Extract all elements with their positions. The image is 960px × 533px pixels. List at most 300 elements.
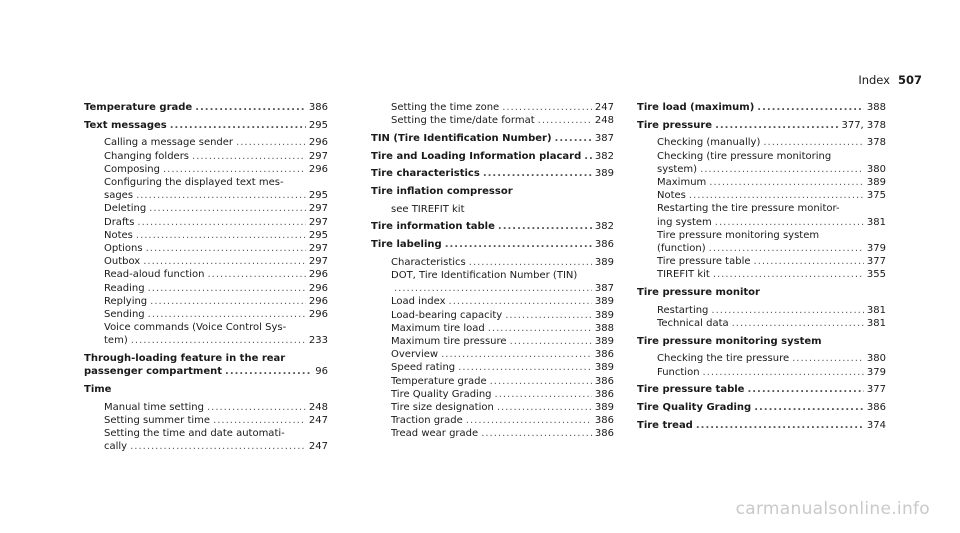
page-reference[interactable]: 378 [866, 137, 886, 149]
entry-line [391, 375, 614, 388]
index-subentry[interactable] [371, 414, 614, 427]
page-reference[interactable]: 296 [308, 309, 328, 321]
page-reference[interactable]: 377 [866, 384, 886, 396]
entry-text: Speed rating [391, 362, 456, 374]
entry-line [657, 255, 886, 268]
page-reference[interactable]: 248 [594, 115, 614, 127]
leader-dots [495, 388, 592, 401]
page-reference[interactable]: 375 [866, 190, 886, 202]
entry-line [104, 282, 328, 295]
entry-line [104, 189, 328, 202]
entry-line [391, 256, 614, 269]
watermark-text: carmanualsonline.info [735, 499, 930, 519]
leader-dots [483, 167, 592, 180]
leader-dots [213, 414, 306, 427]
index-subentry[interactable] [637, 229, 886, 255]
page-reference[interactable]: 389 [594, 402, 614, 414]
page-reference[interactable]: 295 [308, 190, 328, 202]
entry-text: Tire inflation compressor [371, 186, 513, 198]
entry-line [104, 440, 328, 453]
page-reference[interactable]: 296 [308, 137, 328, 149]
entry-text: Tire pressure [637, 119, 713, 131]
entry-line [637, 119, 886, 132]
entry-line [391, 414, 614, 427]
entry-text: Tire pressure monitoring system [637, 335, 822, 347]
page-reference[interactable]: 382 [594, 150, 614, 162]
entry-line [391, 361, 614, 374]
entry-line [657, 304, 886, 317]
entry-line [104, 202, 328, 215]
leader-dots [445, 238, 592, 251]
entry-text: Time [84, 384, 112, 396]
entry-line [637, 101, 886, 114]
entry-line [637, 419, 886, 432]
index-subentry[interactable] [637, 255, 886, 268]
entry-line [371, 132, 614, 145]
index-entry[interactable] [371, 167, 614, 180]
page-reference[interactable]: 295 [308, 119, 328, 131]
page-reference[interactable]: 355 [866, 269, 886, 281]
entry-line [657, 189, 886, 202]
index-subentry[interactable] [84, 295, 328, 308]
page-reference[interactable]: 296 [308, 269, 328, 281]
entry-line [371, 167, 614, 180]
index-column-2 [371, 101, 614, 441]
entry-line [84, 365, 328, 378]
entry-text: see TIREFIT kit [391, 203, 465, 215]
leader-dots [505, 309, 592, 322]
entry-text: tem) [104, 335, 128, 347]
page-reference[interactable]: 388 [866, 102, 886, 113]
page-reference[interactable]: 387 [594, 132, 614, 144]
page-reference[interactable]: 388 [594, 322, 614, 334]
leader-dots [488, 322, 592, 335]
page-reference[interactable]: 381 [866, 304, 886, 316]
page-reference[interactable]: 389 [594, 256, 614, 268]
index-subentry[interactable] [371, 295, 614, 308]
index-entry[interactable] [371, 185, 614, 198]
entry-text: Tire load (maximum) [637, 102, 755, 113]
leader-dots [538, 114, 592, 127]
entry-line [104, 163, 328, 176]
entry-text: Tire pressure monitor [637, 287, 760, 299]
entry-text-first-line: Setting the time and date automati- [104, 428, 285, 440]
entry-line [657, 136, 886, 149]
index-subentry[interactable] [637, 150, 886, 176]
entry-line [391, 388, 614, 401]
entry-text: Read-aloud function [104, 269, 205, 281]
leader-dots [715, 216, 864, 229]
index-entry[interactable] [637, 335, 886, 348]
entry-text: Tire pressure table [657, 256, 751, 268]
leader-dots [150, 295, 306, 308]
entry-text: (function) [657, 243, 706, 255]
leader-dots [481, 427, 592, 440]
index-subentry[interactable] [371, 256, 614, 269]
entry-text: Sending [104, 309, 145, 321]
page-reference[interactable]: 297 [308, 243, 328, 255]
index-label: Index [858, 73, 890, 87]
index-entry[interactable] [637, 119, 886, 132]
entry-line [104, 229, 328, 242]
entry-text: system) [657, 163, 698, 175]
entry-line [657, 176, 886, 189]
entry-text: Tire tread [637, 419, 693, 431]
page-reference[interactable]: 247 [308, 414, 328, 426]
page-reference[interactable]: 386 [594, 239, 614, 251]
entry-text: TIN (Tire Identification Number) [371, 132, 552, 144]
index-subentry[interactable] [84, 150, 328, 163]
leader-dots [131, 334, 306, 347]
entry-line [657, 242, 886, 255]
entry-text: Notes [104, 229, 133, 241]
index-subentry[interactable] [84, 202, 328, 215]
page-reference[interactable]: 297 [308, 216, 328, 228]
leader-dots [192, 150, 306, 163]
index-subentry[interactable] [84, 176, 328, 202]
entry-text: Setting the time zone [391, 102, 500, 113]
leader-dots [510, 335, 592, 348]
leader-dots [163, 163, 306, 176]
entry-text: Options [104, 243, 143, 255]
entry-line [371, 150, 614, 163]
index-subentry[interactable] [371, 269, 614, 295]
leader-dots [709, 242, 864, 255]
page-reference[interactable]: 297 [308, 150, 328, 162]
entry-line [391, 335, 614, 348]
leader-dots [136, 229, 306, 242]
leader-dots [700, 163, 864, 176]
index-subentry[interactable] [637, 268, 886, 281]
index-subentry[interactable] [371, 361, 614, 374]
entry-text: Setting the time/date format [391, 115, 535, 127]
page-reference[interactable]: 380 [866, 353, 886, 365]
entry-text: cally [104, 441, 128, 453]
leader-dots [146, 242, 306, 255]
index-subentry[interactable] [84, 216, 328, 229]
entry-text-first-line: Through-loading feature in the rear [84, 353, 286, 365]
entry-line [104, 334, 328, 347]
index-entry[interactable] [637, 286, 886, 299]
leader-dots [148, 282, 306, 295]
index-subentry[interactable] [371, 101, 614, 114]
entry-line [637, 383, 886, 396]
index-entry[interactable] [637, 101, 886, 114]
page-reference[interactable]: 389 [594, 362, 614, 374]
entry-line [391, 322, 614, 335]
page-reference[interactable]: 386 [594, 415, 614, 427]
index-column-3 [637, 101, 886, 436]
entry-text: Tire pressure table [637, 384, 745, 396]
entry-text: Tire and Loading Information placard [371, 150, 582, 162]
index-entry[interactable] [371, 238, 614, 251]
entry-text: sages [104, 190, 134, 202]
page-reference[interactable]: 386 [308, 102, 328, 113]
entry-line [637, 401, 886, 414]
entry-text: Replying [104, 295, 148, 307]
entry-text: Deleting [104, 203, 147, 215]
entry-text-first-line: Restarting the tire pressure monitor- [657, 203, 840, 215]
page-reference[interactable]: 297 [308, 256, 328, 268]
leader-dots [170, 119, 306, 132]
leader-dots [441, 348, 592, 361]
leader-dots [490, 375, 592, 388]
index-subentry[interactable] [637, 352, 886, 365]
index-entry[interactable] [637, 401, 886, 414]
entry-text: Setting summer time [104, 414, 211, 426]
entry-line [104, 308, 328, 321]
index-subentry[interactable] [637, 317, 886, 330]
index-subentry[interactable] [371, 203, 614, 216]
index-entry[interactable] [637, 419, 886, 432]
index-entry[interactable] [637, 383, 886, 396]
entry-line [391, 427, 614, 440]
entry-line [84, 101, 328, 114]
entry-text: Tire size designation [391, 402, 494, 414]
page-reference[interactable]: 386 [594, 375, 614, 387]
entry-line [104, 136, 328, 149]
entry-text: Notes [657, 190, 686, 202]
index-subentry[interactable] [637, 176, 886, 189]
leader-dots [449, 295, 592, 308]
entry-text: Tire labeling [371, 239, 442, 251]
page-reference[interactable]: 295 [308, 229, 328, 241]
page-reference[interactable]: 382 [594, 221, 614, 233]
entry-line [657, 352, 886, 365]
index-subentry[interactable] [637, 366, 886, 379]
entry-line [657, 268, 886, 281]
index-subentry[interactable] [371, 348, 614, 361]
index-column-1 [84, 101, 328, 454]
entry-text: Temperature grade [391, 375, 487, 387]
entry-line [657, 163, 886, 176]
page-reference[interactable]: 374 [866, 419, 886, 431]
leader-dots [696, 419, 864, 432]
leader-dots [763, 136, 864, 149]
entry-text: Traction grade [391, 415, 463, 427]
leader-dots [584, 150, 592, 163]
leader-dots [747, 383, 863, 396]
entry-text: Function [657, 366, 700, 378]
page-reference[interactable]: 380 [866, 163, 886, 175]
index-entry[interactable] [371, 220, 614, 233]
entry-line [391, 309, 614, 322]
entry-text: Checking (manually) [657, 137, 761, 149]
index-subentry[interactable] [371, 388, 614, 401]
entry-text: Tire information table [371, 221, 495, 233]
leader-dots [757, 101, 864, 114]
index-subentry[interactable] [84, 308, 328, 321]
index-entry[interactable] [371, 132, 614, 145]
page-reference[interactable]: 377, 378 [841, 119, 886, 131]
page-header [700, 73, 922, 87]
page-reference[interactable]: 96 [315, 366, 328, 378]
entry-text: Checking the tire pressure [657, 353, 790, 365]
leader-dots [497, 401, 592, 414]
entry-line [104, 268, 328, 281]
index-entry[interactable] [84, 352, 328, 378]
entry-line [104, 295, 328, 308]
entry-text-first-line: Tire pressure monitoring system [657, 229, 820, 241]
entry-text-first-line: DOT, Tire Identification Number (TIN) [391, 270, 578, 282]
leader-dots [149, 202, 306, 215]
page-reference[interactable]: 381 [866, 216, 886, 228]
entry-text: Technical data [657, 318, 729, 330]
leader-dots [458, 361, 592, 374]
entry-text: Overview [391, 349, 439, 361]
index-entry[interactable] [84, 101, 328, 114]
leader-dots [136, 189, 306, 202]
entry-line [371, 220, 614, 233]
page-reference[interactable]: 247 [308, 441, 328, 453]
entry-text: Temperature grade [84, 102, 193, 113]
entry-line [391, 101, 614, 114]
index-subentry[interactable] [84, 414, 328, 427]
entry-line [104, 216, 328, 229]
entry-line [391, 282, 614, 295]
leader-dots [207, 401, 306, 414]
leader-dots [703, 366, 864, 379]
page-reference[interactable]: 389 [594, 336, 614, 348]
entry-text: Tread wear grade [391, 428, 479, 440]
leader-dots [137, 216, 305, 229]
entry-text: Tire Quality Grading [637, 402, 752, 414]
entry-line [104, 150, 328, 163]
index-subentry[interactable] [84, 255, 328, 268]
index-entry[interactable] [84, 119, 328, 132]
index-entry[interactable] [84, 383, 328, 396]
entry-line [104, 255, 328, 268]
entry-text: ing system [657, 216, 712, 228]
page-reference[interactable]: 389 [594, 296, 614, 308]
entry-text: Manual time setting [104, 401, 204, 413]
page-reference[interactable]: 386 [866, 402, 886, 414]
entry-text: Load index [391, 296, 446, 308]
page-reference[interactable]: 296 [308, 282, 328, 294]
page-reference[interactable]: 247 [594, 102, 614, 113]
entry-text-first-line: Voice commands (Voice Control Sys- [104, 322, 287, 334]
page-reference[interactable]: 389 [866, 177, 886, 189]
entry-line [104, 401, 328, 414]
page-reference[interactable]: 386 [594, 349, 614, 361]
entry-text: Restarting [657, 304, 709, 316]
entry-line [391, 114, 614, 127]
page-reference[interactable]: 389 [594, 168, 614, 180]
index-subentry[interactable] [84, 321, 328, 347]
entry-line [104, 414, 328, 427]
entry-text: Maximum tire pressure [391, 336, 507, 348]
entry-text: Load-bearing capacity [391, 309, 503, 321]
leader-dots [394, 282, 592, 295]
index-subentry[interactable] [84, 401, 328, 414]
entry-text: TIREFIT kit [657, 269, 710, 281]
leader-dots [207, 268, 305, 281]
leader-dots [143, 255, 306, 268]
index-subentry[interactable] [371, 309, 614, 322]
page-reference[interactable]: 387 [594, 283, 614, 295]
leader-dots [466, 414, 592, 427]
page-reference[interactable]: 233 [308, 335, 328, 347]
index-subentry[interactable] [84, 163, 328, 176]
page-number: 507 [897, 73, 922, 87]
page-reference[interactable]: 379 [866, 243, 886, 255]
index-subentry[interactable] [84, 242, 328, 255]
leader-dots [502, 101, 592, 114]
entry-text: Reading [104, 282, 145, 294]
entry-line [84, 119, 328, 132]
page-reference[interactable]: 296 [308, 295, 328, 307]
leader-dots [754, 401, 864, 414]
index-subentry[interactable] [84, 229, 328, 242]
page-reference[interactable]: 381 [866, 318, 886, 330]
leader-dots [236, 136, 306, 149]
entry-line [391, 348, 614, 361]
leader-dots [713, 268, 864, 281]
index-subentry[interactable] [637, 202, 886, 228]
entry-text: Tire Quality Grading [391, 388, 492, 400]
index-subentry[interactable] [371, 427, 614, 440]
page-reference[interactable]: 389 [594, 309, 614, 321]
entry-text: Outbox [104, 256, 141, 268]
entry-line [104, 242, 328, 255]
page-reference[interactable]: 377 [866, 256, 886, 268]
entry-text-first-line: Checking (tire pressure monitoring [657, 150, 832, 162]
leader-dots [732, 317, 864, 330]
entry-text: passenger compartment [84, 366, 223, 378]
index-subentry[interactable] [84, 136, 328, 149]
index-entry[interactable] [371, 150, 614, 163]
entry-line [371, 238, 614, 251]
leader-dots [754, 255, 864, 268]
entry-text: Text messages [84, 119, 167, 131]
index-subentry[interactable] [637, 304, 886, 317]
entry-text: Changing folders [104, 150, 190, 162]
index-subentry[interactable] [84, 427, 328, 453]
leader-dots [498, 220, 592, 233]
index-subentry[interactable] [637, 136, 886, 149]
entry-line [657, 317, 886, 330]
page-reference[interactable]: 379 [866, 366, 886, 378]
leader-dots [555, 132, 592, 145]
entry-line [657, 366, 886, 379]
index-subentry[interactable] [371, 401, 614, 414]
index-subentry[interactable] [84, 268, 328, 281]
leader-dots [195, 101, 306, 114]
entry-text: Maximum tire load [391, 322, 485, 334]
leader-dots [689, 189, 864, 202]
leader-dots [469, 256, 592, 269]
index-subentry[interactable] [371, 375, 614, 388]
page-reference[interactable]: 386 [594, 388, 614, 400]
page-reference[interactable]: 248 [308, 401, 328, 413]
leader-dots [148, 308, 306, 321]
page-reference[interactable]: 297 [308, 203, 328, 215]
entry-text: Tire characteristics [371, 168, 480, 180]
index-subentry[interactable] [371, 114, 614, 127]
leader-dots [715, 119, 838, 132]
index-subentry[interactable] [371, 322, 614, 335]
entry-line [657, 216, 886, 229]
entry-text: Characteristics [391, 256, 466, 268]
leader-dots [709, 176, 864, 189]
page-reference[interactable]: 296 [308, 163, 328, 175]
index-subentry[interactable] [637, 189, 886, 202]
page-reference[interactable]: 386 [594, 428, 614, 440]
index-subentry[interactable] [84, 282, 328, 295]
index-subentry[interactable] [371, 335, 614, 348]
entry-text: Maximum [657, 177, 707, 189]
entry-text: Calling a message sender [104, 137, 234, 149]
